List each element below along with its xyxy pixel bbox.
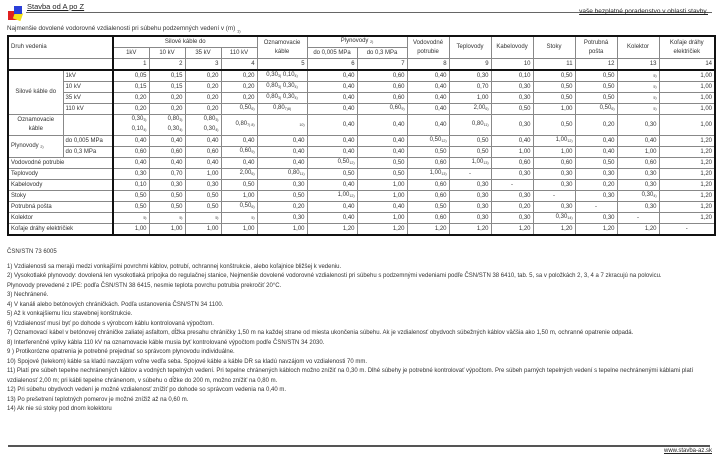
- table-cell: 0,60: [357, 93, 407, 104]
- table-cell: 1,00: [185, 169, 221, 180]
- row-group-silove: Silové káble do: [8, 70, 63, 115]
- table-cell: $0,50_{12)}$: [407, 136, 449, 147]
- row-label: [63, 115, 113, 136]
- standard-reference: ČSN/STN 73 6005: [7, 249, 57, 255]
- table-cell: 0,20: [491, 202, 533, 213]
- caption-footnote: 1): [236, 28, 241, 34]
- footnote-item: 9 ) Protikorózne opatrenia je potrebné prejednať so správcom plynovodu individuálne.: [7, 349, 235, 355]
- table-cell: 0,50: [149, 202, 185, 213]
- header-potrubna-posta: Potrubná pošta: [575, 36, 617, 59]
- table-cell: 1,00: [449, 93, 491, 104]
- table-cell: 0,20: [149, 93, 185, 104]
- table-cell: 0,40: [257, 158, 307, 169]
- table-cell: 0,30: [185, 180, 221, 191]
- table-cell: $2,00_{6)}$: [449, 104, 491, 115]
- table-cell: 5): [617, 70, 659, 82]
- header-druh-vedenia: Druh vedenia: [8, 36, 113, 59]
- table-cell: 0,60: [357, 70, 407, 82]
- table-cell: $0,80_{3)}$ $0,30_{4)}$: [257, 93, 307, 104]
- table-cell: 0,15: [149, 70, 185, 82]
- table-cell: $1,00_{12)}$: [533, 136, 575, 147]
- header-110kv: 110 kV: [221, 48, 257, 59]
- table-cell: 0,50: [257, 191, 307, 202]
- table-cell: 0,40: [407, 115, 449, 136]
- table-cell: 0,50: [185, 202, 221, 213]
- table-cell: 1,20: [659, 213, 715, 224]
- header-teplovody: Teplovody: [449, 36, 491, 59]
- column-number-row: [8, 59, 715, 71]
- column-number: 10: [491, 59, 533, 71]
- table-cell: 0,40: [617, 136, 659, 147]
- table-cell: 0,70: [149, 169, 185, 180]
- table-cell: 0,30: [491, 82, 533, 93]
- footnote-item: 10) Spojové (telekom) káble sa kladú navzájom voľne vedľa seba. Spojové káble a káble DR sa kladú navzájom vo vzdialenosti 70 mm.: [7, 358, 368, 365]
- table-cell: 0,40: [113, 136, 149, 147]
- table-cell: $0,80_{7) 8)}$: [221, 115, 257, 136]
- table-cell: 5): [113, 213, 149, 224]
- table-cell: 0,40: [149, 136, 185, 147]
- table-cell: 0,15: [149, 82, 185, 93]
- table-cell: 0,20: [221, 70, 257, 82]
- row-label: 10 kV: [63, 82, 113, 93]
- row-label: Stoky: [8, 191, 113, 202]
- row-group-oznamovacie: Oznamovacie káble: [8, 115, 63, 136]
- footnote-item: 6) Vzdialenosť musí byť po dohode s výrobcom káblu kontrolovaná výpočtom.: [7, 320, 214, 327]
- table-cell: 0,40: [185, 136, 221, 147]
- table-cell: 1,00: [659, 93, 715, 104]
- table-cell: 0,60: [407, 213, 449, 224]
- table-row: [8, 158, 715, 169]
- header-plyn-03: do 0,3 MPa: [357, 48, 407, 59]
- table-row: [8, 213, 715, 224]
- table-cell: 0,40: [407, 93, 449, 104]
- table-cell: 1,20: [659, 180, 715, 191]
- table-cell: 0,30: [491, 213, 533, 224]
- table-cell: 0,40: [575, 147, 617, 158]
- table-cell: 1,20: [659, 202, 715, 213]
- table-cell: 0,20: [575, 180, 617, 191]
- table-cell: 0,30: [491, 169, 533, 180]
- column-number: 1: [113, 59, 149, 71]
- table-cell: 1,20: [533, 224, 575, 236]
- header-plyn-0005: do 0,005 MPa: [307, 48, 357, 59]
- table-cell: $2,00_{6)}$: [221, 169, 257, 180]
- table-cell: 0,40: [407, 70, 449, 82]
- footnote-item: 14) Ak nie sú stoky pod dnom kolektoru: [7, 406, 112, 412]
- table-cell: $0,30_{14)}$: [533, 213, 575, 224]
- header-kabelovody: Kabelovody: [491, 36, 533, 59]
- row-label: Kolektor: [8, 213, 113, 224]
- table-cell: 1,00: [659, 82, 715, 93]
- table-cell: 0,70: [449, 82, 491, 93]
- table-cell: 0,50: [449, 147, 491, 158]
- footnote-item: Plynovody prevedené z IPE: podľa ČSN/STN 38 6415, nesmie teplota povrchu potrubia prekročiť 20°C.: [7, 282, 282, 289]
- header-35kv: 35 kV: [185, 48, 221, 59]
- table-row: [8, 136, 715, 147]
- table-cell: 0,60: [533, 158, 575, 169]
- table-cell: 0,10: [491, 70, 533, 82]
- table-cell: 0,60: [357, 82, 407, 93]
- table-cell: $0,80_{3)}$ $0,30_{4)}$: [149, 115, 185, 136]
- table-cell: $0,80_{7)8)}$: [257, 104, 307, 115]
- table-row: [8, 191, 715, 202]
- table-cell: 0,20: [185, 104, 221, 115]
- table-cell: 0,40: [307, 213, 357, 224]
- column-number: 4: [221, 59, 257, 71]
- table-cell: 1,00: [149, 224, 185, 236]
- distances-table: [7, 35, 716, 236]
- table-row: [8, 104, 715, 115]
- column-number: 12: [575, 59, 617, 71]
- table-cell: 10): [257, 115, 307, 136]
- table-cell: 1,20: [617, 224, 659, 236]
- table-cell: 0,50: [407, 147, 449, 158]
- table-cell: 0,50: [113, 191, 149, 202]
- table-cell: 0,60: [407, 158, 449, 169]
- footnote-item: 1) Vzdialenosti sa merajú medzi vonkajšími povrchmi káblov, potrubí, ochrannej konštrukcie, alebo koľajnice bližšej k vedeniu.: [7, 263, 342, 270]
- table-cell: 0,20: [221, 93, 257, 104]
- table-cell: 0,50: [307, 169, 357, 180]
- table-cell: $0,80_{3)}$ $0,30_{4)}$: [185, 115, 221, 136]
- table-cell: 0,60: [149, 147, 185, 158]
- table-cell: 0,50: [357, 169, 407, 180]
- header-silove-kable: Silové káble do: [113, 36, 257, 48]
- table-cell: 1,20: [659, 158, 715, 169]
- table-cell: 5): [617, 104, 659, 115]
- table-cell: 0,50: [575, 70, 617, 82]
- header-vodovodne-potrubie: Vodovodné potrubie: [407, 36, 449, 59]
- footnote-item: 3) Nechránené.: [7, 292, 49, 298]
- table-cell: 0,40: [357, 202, 407, 213]
- table-cell: $0,80_{11)}$: [257, 169, 307, 180]
- table-cell: 0,30: [449, 70, 491, 82]
- table-cell: 0,30: [491, 191, 533, 202]
- column-number: 7: [357, 59, 407, 71]
- table-cell: 0,40: [221, 158, 257, 169]
- table-cell: 1,20: [659, 191, 715, 202]
- table-cell: 0,30: [617, 202, 659, 213]
- footer-url-link[interactable]: www.stavba-az.sk: [663, 448, 712, 454]
- table-cell: 0,50: [491, 104, 533, 115]
- table-cell: $0,60_{9)}$: [357, 104, 407, 115]
- table-cell: 1,00: [221, 224, 257, 236]
- header-plynovody: Plynovody $_{2)}$: [307, 36, 407, 48]
- table-cell: 0,50: [575, 158, 617, 169]
- table-cell: 0,20: [185, 82, 221, 93]
- table-cell: 0,60: [407, 180, 449, 191]
- table-cell: $0,60_{9)}$: [221, 147, 257, 158]
- header-1kv: 1kV: [113, 48, 149, 59]
- table-cell: 0,50: [357, 158, 407, 169]
- table-cell: 5): [221, 213, 257, 224]
- table-cell: 0,30: [533, 169, 575, 180]
- table-cell: 0,40: [357, 115, 407, 136]
- header-oznamovacie-kable: Oznamovacie káble: [257, 36, 307, 59]
- table-cell: 0,40: [307, 82, 357, 93]
- table-cell: 0,30: [113, 169, 149, 180]
- table-cell: 0,30: [491, 115, 533, 136]
- table-cell: 0,30: [575, 191, 617, 202]
- table-cell: 1,00: [491, 147, 533, 158]
- table-cell: 0,30: [449, 202, 491, 213]
- table-cell: 5): [617, 82, 659, 93]
- table-cell: 0,40: [307, 136, 357, 147]
- table-cell: 1,20: [659, 136, 715, 147]
- table-cell: 0,30: [449, 191, 491, 202]
- table-cell: 0,20: [185, 70, 221, 82]
- footnotes: [7, 248, 713, 415]
- table-cell: 5): [149, 213, 185, 224]
- table-cell: $0,80_{3)}$ $0,30_{4)}$: [257, 82, 307, 93]
- table-cell: -: [659, 224, 715, 236]
- table-cell: 1,00: [357, 191, 407, 202]
- footnote-item: 2) Vysokotlaké plynovody: dovolená len vysokotlaká prípojka do regulačnej stanice, Nejmenšie dovolené vodorovné vzdialenosti pri súbehu s podzemnými vedeniami podľe ČSN/STN 38 6410, tab. 5, sa v položkách 2, 3, 4 a 7 zkracujú na polovicu.: [7, 273, 662, 279]
- table-cell: 0,30: [617, 180, 659, 191]
- table-cell: 0,50: [533, 82, 575, 93]
- table-cell: 0,20: [575, 115, 617, 136]
- table-cell: $0,50_{12)}$: [307, 158, 357, 169]
- table-cell: 0,50: [149, 191, 185, 202]
- table-cell: 1,20: [449, 224, 491, 236]
- column-number: 2: [149, 59, 185, 71]
- table-row: [8, 82, 715, 93]
- table-cell: $0,30_{3)}$ $0,10_{4)}$: [257, 70, 307, 82]
- caption-text: Najmenšie dovolené vodorovné vzdialenosti pri súbehu podzemných vedení v (m): [7, 25, 236, 32]
- table-cell: 0,40: [307, 93, 357, 104]
- footnote-item: 8) Interferenčné vplivy kábla 110 kV na oznamovacie káble musia byť kontrolované výpočtom podľe ČSN/STN 34 2030.: [7, 339, 325, 346]
- column-number: 5: [257, 59, 307, 71]
- column-number: 14: [659, 59, 715, 71]
- row-group-plynovody: Plynovody $_{2)}$: [8, 136, 63, 158]
- tagline-link[interactable]: vaše bezplatné poradenstvo v oblasti stavby.: [579, 8, 708, 15]
- table-cell: 1,00: [257, 224, 307, 236]
- footnote-item: 7) Oznamovací kábel v betónovej chráničke zaliatej asfaltom, dĺžka presahu chráničky 1,50 m na každej strane od miesta ukončenia súbehu. Ak je vzdialenosť obydvoch súbežných káblov väčšia ako 1,50 m, ochranné opatrenie odpadá.: [7, 330, 634, 336]
- table-cell: 0,30: [617, 115, 659, 136]
- table-cell: 1,00: [533, 147, 575, 158]
- table-cell: 0,20: [113, 104, 149, 115]
- table-cell: 0,30: [491, 93, 533, 104]
- table-cell: 0,20: [257, 202, 307, 213]
- table-cell: 0,40: [575, 136, 617, 147]
- column-number: 8: [407, 59, 449, 71]
- table-cell: 0,40: [307, 104, 357, 115]
- table-cell: 0,15: [113, 82, 149, 93]
- column-number: 11: [533, 59, 575, 71]
- row-label: Teplovody: [8, 169, 113, 180]
- table-cell: 0,50: [575, 82, 617, 93]
- table-cell: 0,60: [113, 147, 149, 158]
- header-stoky: Stoky: [533, 36, 575, 59]
- row-label: do 0,005 MPa: [63, 136, 113, 147]
- table-cell: 0,50: [575, 93, 617, 104]
- table-cell: 1,00: [357, 213, 407, 224]
- row-label: Kabelovody: [8, 180, 113, 191]
- table-cell: 0,40: [149, 158, 185, 169]
- table-cell: 1,20: [575, 224, 617, 236]
- table-cell: 1,00: [533, 104, 575, 115]
- table-cell: 0,50: [113, 202, 149, 213]
- stavba-logo-icon: [8, 6, 24, 22]
- row-label: Vodovodné potrubie: [8, 158, 113, 169]
- table-cell: 1,00: [221, 191, 257, 202]
- table-cell: 5): [617, 93, 659, 104]
- table-cell: 0,60: [407, 191, 449, 202]
- table-cell: 0,40: [307, 180, 357, 191]
- table-cell: 0,20: [185, 93, 221, 104]
- table-cell: 1,00: [617, 147, 659, 158]
- table-cell: 1,20: [659, 169, 715, 180]
- table-row: [8, 202, 715, 213]
- table-cell: 0,40: [357, 147, 407, 158]
- table-cell: -: [575, 202, 617, 213]
- table-cell: 0,30: [257, 213, 307, 224]
- table-cell: -: [533, 191, 575, 202]
- table-cell: $0,30_{4)}$: [617, 191, 659, 202]
- footnote-item: 13) Po prešetrení teplotných pomerov je možné znížiž až na 0,60 m.: [7, 396, 189, 403]
- table-cell: 0,40: [307, 147, 357, 158]
- column-number: 9: [449, 59, 491, 71]
- column-number: 3: [185, 59, 221, 71]
- table-cell: $1,00_{13)}$: [449, 158, 491, 169]
- table-row: [8, 169, 715, 180]
- table-row: [8, 115, 715, 136]
- table-cell: $1,00_{12)}$: [307, 191, 357, 202]
- table-cell: 0,50: [533, 93, 575, 104]
- table-cell: 0,50: [221, 180, 257, 191]
- header-kolektor: Kolektor: [617, 36, 659, 59]
- table-cell: 1,20: [307, 224, 357, 236]
- table-cell: 0,40: [257, 147, 307, 158]
- footer-divider: [8, 445, 710, 447]
- row-label: 35 kV: [63, 93, 113, 104]
- footnote-item: 11) Platí pre súbeh tepelne nechránených káblov a vodných tepelných vedení. Pri tepelne chránených kábloch možno znížiť na 0,30 m. Dlhé súbehy je potrebné kontrolovať výpočtom. Pre súbeh parných tepelných vedení s tepelne nechránenými káblami platí vzdialenosť 2,00 m; pri kábli tepelne chránenom, v súbehu o dĺžke do 200 m, možno znížiť na 0,80 m.: [7, 368, 694, 384]
- table-cell: 0,60: [185, 147, 221, 158]
- table-cell: 0,50: [533, 115, 575, 136]
- table-row: [8, 180, 715, 191]
- site-title-link[interactable]: Stavba od A po Z: [27, 2, 85, 11]
- table-cell: 0,40: [491, 136, 533, 147]
- row-label: Potrubná pošta: [8, 202, 113, 213]
- table-cell: 0,40: [307, 202, 357, 213]
- table-cell: 0,40: [407, 82, 449, 93]
- footnote-item: 12) Pri súbehu obydvoch vedení je možné vzdialenosť znížiť po dohode so správcom vedenia na 0,40 m.: [7, 387, 286, 393]
- table-cell: 0,40: [307, 70, 357, 82]
- table-cell: 0,30: [449, 213, 491, 224]
- footnote-item: 5) Až k vonkajšiemu lícu stavebnej konštrukcie.: [7, 311, 133, 317]
- table-row: [8, 147, 715, 158]
- header-10kv: 10 kV: [149, 48, 185, 59]
- table-row: [8, 70, 715, 82]
- table-cell: 1,00: [357, 180, 407, 191]
- table-cell: $0,50_{6)}$: [221, 104, 257, 115]
- table-cell: 1,00: [113, 224, 149, 236]
- table-cell: -: [491, 180, 533, 191]
- table-cell: 1,20: [491, 224, 533, 236]
- table-cell: -: [617, 213, 659, 224]
- row-label: 1kV: [63, 70, 113, 82]
- table-cell: 0,40: [257, 136, 307, 147]
- table-cell: 0,20: [113, 93, 149, 104]
- table-cell: 0,40: [185, 158, 221, 169]
- row-label: 110 kV: [63, 104, 113, 115]
- table-cell: 0,60: [491, 158, 533, 169]
- table-cell: 0,30: [575, 169, 617, 180]
- table-cell: 0,40: [221, 136, 257, 147]
- page-header: [0, 0, 720, 22]
- row-label: Koľaje dráhy električiek: [8, 224, 113, 236]
- table-cell: $1,00_{13)}$: [407, 169, 449, 180]
- table-cell: 0,40: [407, 104, 449, 115]
- table-cell: 0,40: [307, 115, 357, 136]
- table-cell: 1,00: [659, 104, 715, 115]
- row-label: do 0,3 MPa: [63, 147, 113, 158]
- table-cell: 0,40: [113, 158, 149, 169]
- table-row: [8, 224, 715, 236]
- table-cell: 0,40: [357, 136, 407, 147]
- table-cell: -: [449, 169, 491, 180]
- table-cell: 0,50: [449, 136, 491, 147]
- table-cell: 1,00: [659, 115, 715, 136]
- table-cell: 0,30: [257, 180, 307, 191]
- table-cell: 1,20: [357, 224, 407, 236]
- column-number: 6: [307, 59, 357, 71]
- table-cell: $0,80_{11)}$: [449, 115, 491, 136]
- table-cell: 0,50: [407, 202, 449, 213]
- table-cell: 0,05: [113, 70, 149, 82]
- table-row: [8, 93, 715, 104]
- column-number: 13: [617, 59, 659, 71]
- table-cell: 0,50: [533, 70, 575, 82]
- table-caption: [7, 25, 241, 33]
- table-cell: 1,00: [185, 224, 221, 236]
- table-cell: 0,30: [617, 169, 659, 180]
- table-cell: 0,60: [617, 158, 659, 169]
- header-kolaje: Koľaje dráhy električiek: [659, 36, 715, 59]
- table-cell: 0,30: [533, 180, 575, 191]
- table-cell: $0,50_{6)}$: [575, 104, 617, 115]
- table-cell: 0,30: [533, 202, 575, 213]
- table-cell: 1,20: [659, 147, 715, 158]
- table-cell: 0,20: [221, 82, 257, 93]
- table-cell: 1,20: [407, 224, 449, 236]
- table-cell: 0,50: [185, 191, 221, 202]
- table-cell: 0,10: [113, 180, 149, 191]
- table-cell: $0,50_{6)}$: [221, 202, 257, 213]
- footnote-item: 4) V kanáli alebo betónových chráničkách. Podľa ustanovenia ČSN/STN 34 1100.: [7, 301, 224, 308]
- table-cell: 1,00: [659, 70, 715, 82]
- table-cell: 0,30: [149, 180, 185, 191]
- table-cell: 0,30: [575, 213, 617, 224]
- table-cell: $0,30_{3)}$ $0,10_{4)}$: [113, 115, 149, 136]
- table-cell: 5): [185, 213, 221, 224]
- table-cell: 0,20: [149, 104, 185, 115]
- table-cell: 0,30: [449, 180, 491, 191]
